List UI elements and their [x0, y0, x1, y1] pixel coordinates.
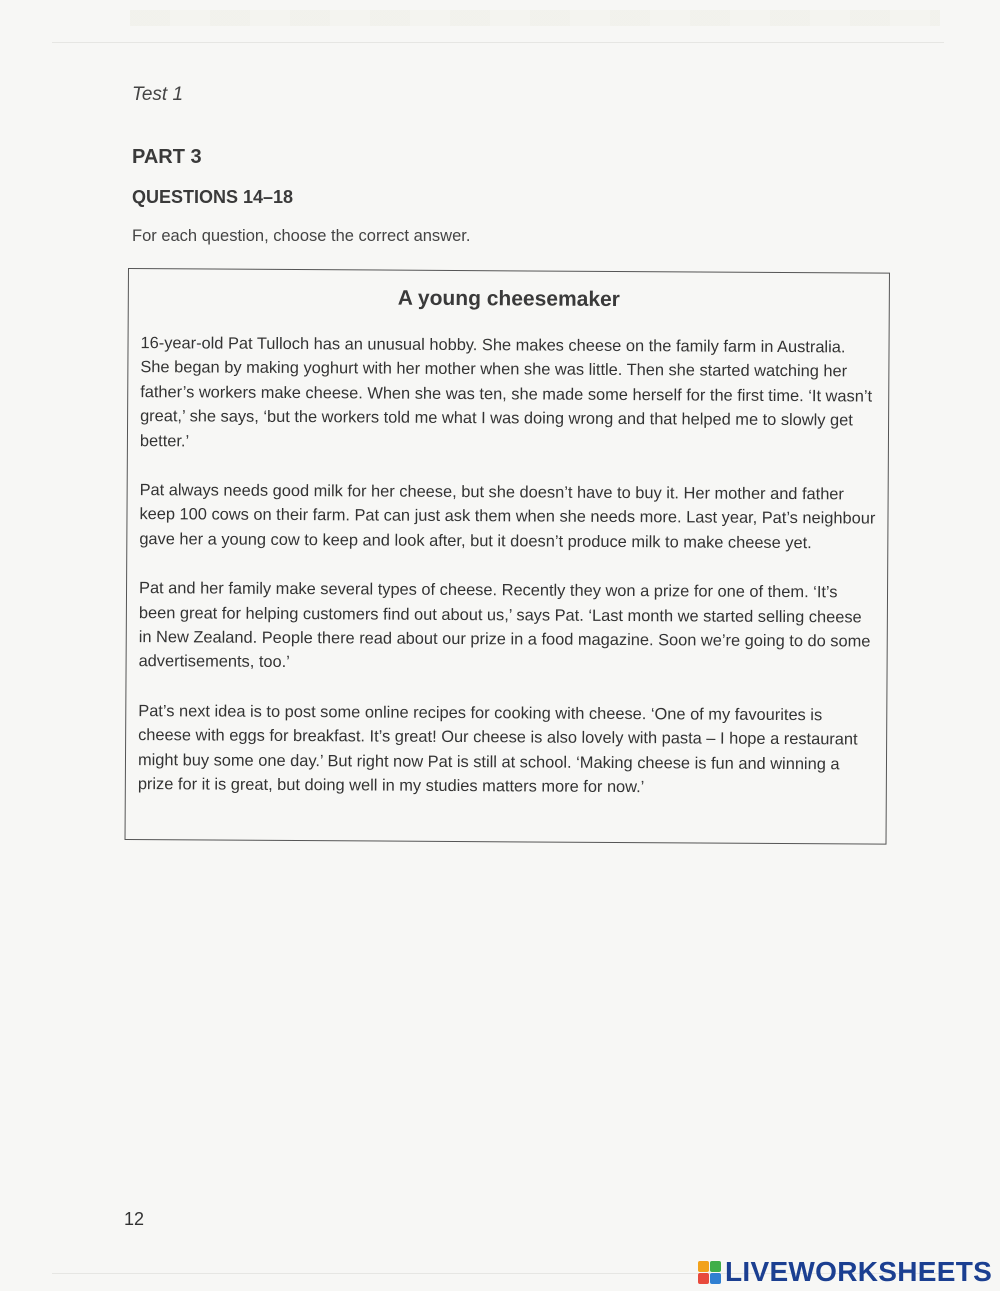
brand-name: LIVEWORKSHEETS [725, 1256, 993, 1287]
part-title: PART 3 [132, 146, 202, 168]
scan-artifact [130, 10, 940, 26]
article-paragraph-4: Pat’s next idea is to post some online recipes for cooking with cheese. ‘One of my favourites is cheese with eggs for breakfast. It’s great! Our cheese is also lovely with pasta – I hope a restaurant might buy some one day.’ But right now Pat is still at school. ‘Making cheese is fun and winning a prize for it is great, but doing well in my studies matters more for now.’ [137, 701, 858, 797]
liveworksheets-brand[interactable] [698, 1256, 992, 1288]
logo-cell [710, 1273, 721, 1284]
article-paragraph-2: Pat always needs good milk for her cheese, but she doesn’t have to buy it. Her mother and father keep 100 cows on their farm. Pat can just ask them when she needs more. Last year, Pat’s neighbour gave her a young cow to keep and look after, but it doesn’t produce milk to make cheese yet. [139, 481, 876, 553]
logo-cell [698, 1261, 709, 1272]
questions-title: QUESTIONS 14–18 [132, 187, 294, 207]
logo-cell [710, 1261, 721, 1272]
article-title: A young cheesemaker [397, 286, 620, 312]
article-paragraph-1: 16-year-old Pat Tulloch has an unusual hobby. She makes cheese on the family farm in Australia. She began by making yoghurt with her mother when she was little. Then she started watching her father’s workers make cheese. When she was ten, she made some herself for the first time. ‘It wasn’t great,’ she says, ‘but the workers told me what I was doing wrong and that helped me to slowly get better.’ [139, 334, 873, 451]
test-label: Test 1 [132, 84, 184, 105]
instruction-text: For each question, choose the correct answer. [132, 227, 471, 245]
article-box [125, 268, 890, 845]
page-number: 12 [124, 1209, 145, 1229]
logo-cell [698, 1273, 709, 1284]
top-divider [52, 42, 944, 43]
article-paragraph-3: Pat and her family make several types of cheese. Recently they won a prize for one of them. ‘It’s been great for helping customers find out about us,’ says Pat. ‘Last month we started selling cheese in New Zealand. People there read about our prize in a food magazine. Soon we’re going to do some advertisements, too.’ [138, 579, 871, 672]
liveworksheets-logo-icon [698, 1261, 721, 1284]
